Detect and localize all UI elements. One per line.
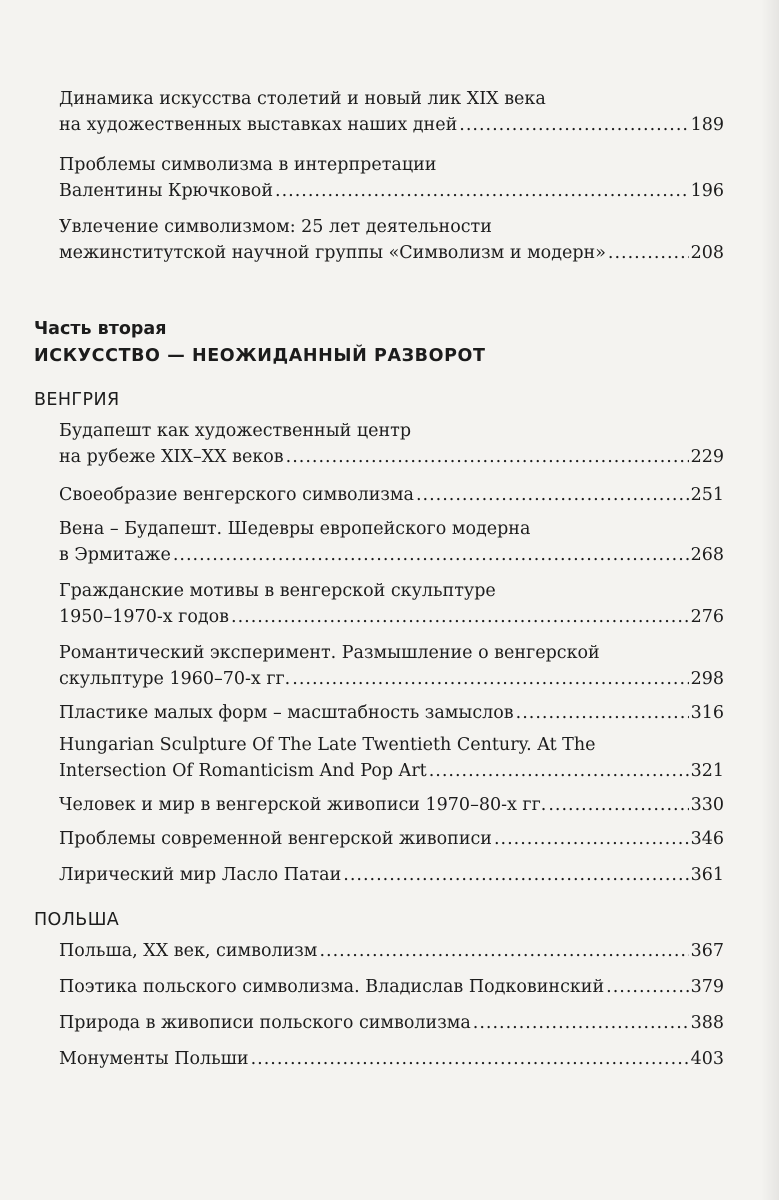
- toc-page-number: 276: [690, 607, 724, 627]
- part-label: Часть вторая: [34, 319, 167, 339]
- toc-entry[interactable]: [34, 418, 724, 470]
- toc-page-number: 268: [690, 545, 724, 565]
- toc-entry-text: Валентины Крючковой: [59, 181, 274, 201]
- toc-entry-text: Поэтика польского символизма. Владислав Подковинский: [59, 977, 605, 997]
- toc-entry[interactable]: [34, 152, 724, 204]
- toc-page-number: 316: [690, 703, 724, 723]
- toc-entry[interactable]: [34, 516, 724, 568]
- toc-leader-dots: [429, 758, 689, 784]
- page-edge-shadow: [761, 0, 779, 1200]
- toc-entry[interactable]: [34, 700, 724, 726]
- toc-entry-line: Будапешт как художественный центр: [59, 421, 412, 441]
- toc-leader-dots: [319, 938, 688, 964]
- toc-leader-dots: [292, 666, 688, 692]
- toc-entry-text: на рубеже XIX–XX веков: [59, 447, 284, 467]
- toc-entry-line: Увлечение символизмом: 25 лет деятельности: [59, 217, 492, 237]
- toc-leader-dots: [473, 1010, 689, 1036]
- toc-entry[interactable]: [34, 974, 724, 1000]
- toc-entry-text: Своеобразие венгерского символизма: [59, 485, 414, 505]
- toc-entry-line: Вена – Будапешт. Шедевры европейского модерна: [59, 519, 531, 539]
- toc-leader-dots: [459, 112, 688, 138]
- section-heading-poland: ПОЛЬША: [34, 910, 120, 930]
- toc-entry[interactable]: [34, 732, 724, 784]
- toc-leader-dots: [548, 792, 688, 818]
- toc-entry-text: Человек и мир в венгерской живописи 1970–80-х гг.: [59, 795, 547, 815]
- toc-entry-text: межинститутской научной группы «Символизм и модерн»: [59, 243, 606, 263]
- toc-entry[interactable]: [34, 640, 724, 692]
- toc-page-number: 403: [690, 1049, 724, 1069]
- section-heading-hungary: ВЕНГРИЯ: [34, 390, 120, 410]
- toc-entry-line: Проблемы символизма в интерпретации: [59, 155, 437, 175]
- toc-entry-text: Пластике малых форм – масштабность замыслов: [59, 703, 514, 723]
- toc-page-number: 189: [690, 115, 724, 135]
- toc-entry-text: Intersection Of Romanticism And Pop Art: [59, 761, 427, 781]
- part-title: ИСКУССТВО — НЕОЖИДАННЫЙ РАЗВОРОТ: [34, 346, 486, 366]
- toc-entry-line: Hungarian Sculpture Of The Late Twentieth Century. At The: [59, 735, 596, 755]
- toc-page-number: 196: [690, 181, 724, 201]
- toc-page-number: 346: [690, 829, 724, 849]
- toc-entry[interactable]: [34, 826, 724, 852]
- toc-leader-dots: [416, 482, 689, 508]
- toc-entry-text: 1950–1970-х годов: [59, 607, 230, 627]
- toc-entry-text: в Эрмитаже: [59, 545, 171, 565]
- toc-page-number: 388: [690, 1013, 724, 1033]
- toc-entry[interactable]: [34, 862, 724, 888]
- toc-leader-dots: [251, 1046, 689, 1072]
- toc-entry[interactable]: [34, 482, 724, 508]
- toc-entry[interactable]: [34, 938, 724, 964]
- toc-page-number: 298: [690, 669, 724, 689]
- toc-page-number: 330: [690, 795, 724, 815]
- toc-leader-dots: [494, 826, 689, 852]
- toc-entry[interactable]: [34, 214, 724, 266]
- toc-entry-text: Проблемы современной венгерской живописи: [59, 829, 492, 849]
- toc-entry-line: Динамика искусства столетий и новый лик XIX века: [59, 89, 546, 109]
- toc-entry-text: Природа в живописи польского символизма: [59, 1013, 471, 1033]
- toc-leader-dots: [173, 542, 689, 568]
- toc-entry[interactable]: [34, 1046, 724, 1072]
- toc-page-number: 208: [690, 243, 724, 263]
- toc-page-number: 251: [690, 485, 724, 505]
- toc-entry[interactable]: [34, 86, 724, 138]
- toc-entry-text: скульптуре 1960–70-х гг.: [59, 669, 291, 689]
- toc-leader-dots: [286, 444, 689, 470]
- toc-entry[interactable]: [34, 578, 724, 630]
- toc-entry[interactable]: [34, 1010, 724, 1036]
- toc-entry-text: Польша, XX век, символизм: [59, 941, 318, 961]
- toc-entry-text: на художественных выставках наших дней: [59, 115, 458, 135]
- toc-entry-text: Монументы Польши: [59, 1049, 249, 1069]
- toc-page-number: 379: [690, 977, 724, 997]
- toc-leader-dots: [231, 604, 689, 630]
- toc-leader-dots: [343, 862, 688, 888]
- toc-entry-text: Лирический мир Ласло Патаи: [59, 865, 342, 885]
- toc-leader-dots: [606, 974, 688, 1000]
- toc-leader-dots: [608, 240, 689, 266]
- toc-entry-line: Романтический эксперимент. Размышление о венгерской: [59, 643, 600, 663]
- toc-page-number: 321: [690, 761, 724, 781]
- toc-page-number: 361: [690, 865, 724, 885]
- toc-entry[interactable]: [34, 792, 724, 818]
- toc-leader-dots: [516, 700, 689, 726]
- toc-page-number: 229: [690, 447, 724, 467]
- toc-entry-line: Гражданские мотивы в венгерской скульптуре: [59, 581, 496, 601]
- toc-leader-dots: [275, 178, 689, 204]
- toc-page-number: 367: [690, 941, 724, 961]
